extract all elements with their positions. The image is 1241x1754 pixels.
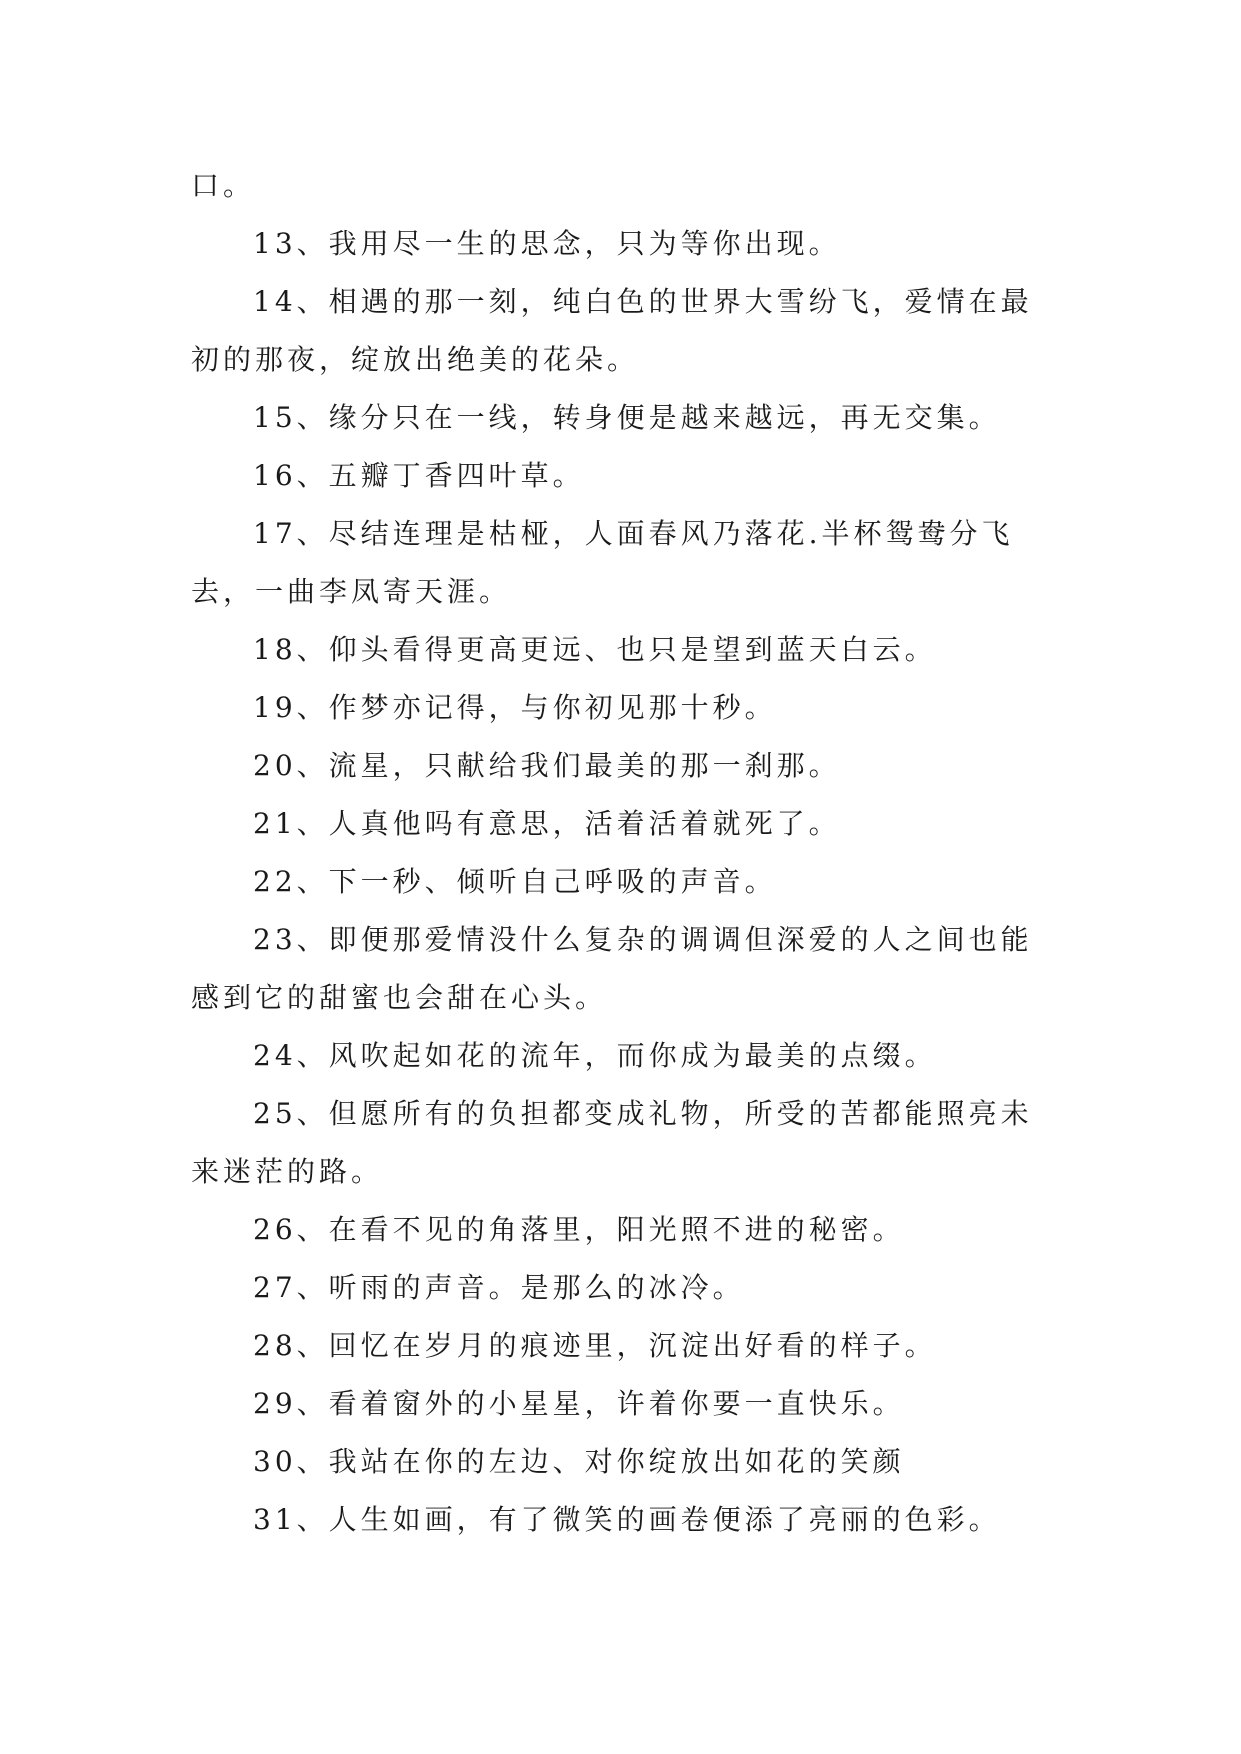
text-line: 23、即便那爱情没什么复杂的调调但深爱的人之间也能 [253, 923, 1033, 956]
text-line: 17、尽结连理是枯桠，人面春风乃落花.半杯鸳鸯分飞 [253, 517, 1014, 550]
text-line: 14、相遇的那一刻，纯白色的世界大雪纷飞，爱情在最 [253, 285, 1033, 318]
text-line: 25、但愿所有的负担都变成礼物，所受的苦都能照亮未 [253, 1097, 1033, 1130]
text-line: 13、我用尽一生的思念，只为等你出现。 [253, 227, 841, 260]
text-line: 15、缘分只在一线，转身便是越来越远，再无交集。 [253, 401, 1001, 434]
text-line: 22、下一秒、倾听自己呼吸的声音。 [253, 865, 777, 898]
text-line: 去，一曲李凤寄天涯。 [191, 575, 512, 608]
text-line: 口。 [191, 169, 256, 202]
text-line: 感到它的甜蜜也会甜在心头。 [191, 981, 608, 1014]
text-line: 来迷茫的路。 [191, 1155, 384, 1188]
text-line: 27、听雨的声音。是那么的冰冷。 [253, 1271, 745, 1304]
text-line: 16、五瓣丁香四叶草。 [253, 459, 585, 492]
text-line: 26、在看不见的角落里，阳光照不进的秘密。 [253, 1213, 905, 1246]
text-line: 20、流星，只献给我们最美的那一刹那。 [253, 749, 841, 782]
text-line: 21、人真他吗有意思，活着活着就死了。 [253, 807, 841, 840]
text-line: 31、人生如画，有了微笑的画卷便添了亮丽的色彩。 [253, 1503, 1001, 1536]
text-line: 19、作梦亦记得，与你初见那十秒。 [253, 691, 777, 724]
text-line: 29、看着窗外的小星星，许着你要一直快乐。 [253, 1387, 905, 1420]
text-line: 30、我站在你的左边、对你绽放出如花的笑颜 [253, 1445, 905, 1478]
text-line: 28、回忆在岁月的痕迹里，沉淀出好看的样子。 [253, 1329, 937, 1362]
text-line: 初的那夜，绽放出绝美的花朵。 [191, 343, 640, 376]
document-body [191, 157, 1051, 1549]
text-line: 24、风吹起如花的流年，而你成为最美的点缀。 [253, 1039, 937, 1072]
text-line: 18、仰头看得更高更远、也只是望到蓝天白云。 [253, 633, 937, 666]
